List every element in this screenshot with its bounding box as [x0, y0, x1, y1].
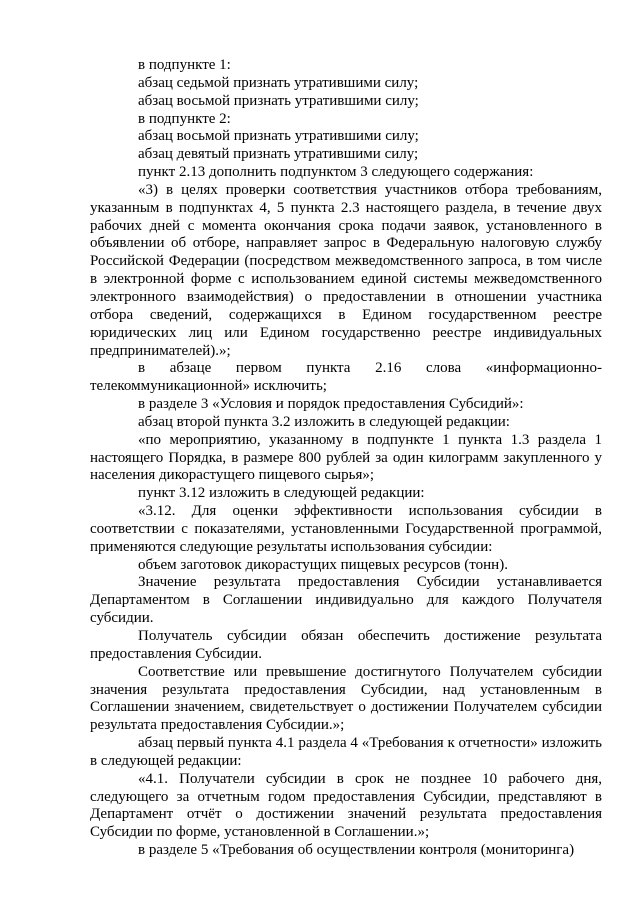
- paragraph: пункт 2.13 дополнить подпунктом 3 следующего содержания:: [138, 164, 534, 181]
- paragraph: в подпункте 2:: [138, 110, 231, 127]
- paragraph: в разделе 5 «Требования об осуществлении контроля (мониторинга): [138, 842, 575, 859]
- paragraph: Значение результата предоставления Субсидии устанавливается Департаментом в Соглашении индивидуально для каждого Получателя субсидии.: [90, 574, 602, 627]
- paragraph: абзац восьмой признать утратившими силу;: [138, 128, 419, 145]
- paragraph: Соответствие или превышение достигнутого Получателем субсидии значения результата предоставления Субсидии, над установленным в Соглашении значением, свидетельствует о достижении Получателем субсидии результата предоставления Субсидии.»;: [90, 663, 602, 734]
- paragraph: пункт 3.12 изложить в следующей редакции:: [138, 485, 425, 502]
- paragraph: в абзаце первом пункта 2.16 слова «информационно-телекоммуникационной» исключить;: [90, 360, 602, 395]
- paragraph: Получатель субсидии обязан обеспечить достижение результата предоставления Субсидии.: [90, 628, 602, 662]
- paragraph: «3) в целях проверки соответствия участников отбора требованиям, указанным в подпунктах 4, 5 пункта 2.3 настоящего раздела, в течение двух рабочих дней с момента окончания срока подачи заявок, установленного в объявлении об отборе, направляет запрос в Федеральную налоговую службу Российской Федерации (посредством межведомственного запроса, в том числе в электронной форме с использованием единой системы межведомственного электронного взаимодействия) о предоставлении в отношении участника отбора сведений, содержащихся в Едином государственном реестре юридических лиц или Едином государственно реестре индивидуальных предпринимателей).»;: [90, 181, 602, 359]
- paragraph: абзац восьмой признать утратившими силу;: [138, 92, 419, 109]
- paragraph: абзац второй пункта 3.2 изложить в следующей редакции:: [138, 413, 510, 430]
- paragraph: «3.12. Для оценки эффективности использования субсидии в соответствии с показателями, установленными Государственной программой, применяются следующие результаты использования субсидии:: [90, 503, 602, 555]
- paragraph: абзац первый пункта 4.1 раздела 4 «Требования к отчетности» изложить в следующей редакции:: [90, 735, 602, 769]
- paragraph: в подпункте 1:: [138, 57, 231, 73]
- paragraph: абзац девятый признать утратившими силу;: [138, 146, 419, 163]
- document-body: [90, 57, 602, 860]
- paragraph: в разделе 3 «Условия и порядок предоставления Субсидий»:: [138, 396, 524, 413]
- paragraph: «по мероприятию, указанному в подпункте 1 пункта 1.3 раздела 1 настоящего Порядка, в размере 800 рублей за один килограмм закупленного у населения дикорастущего пищевого сырья»;: [90, 431, 602, 484]
- paragraph: «4.1. Получатели субсидии в срок не позднее 10 рабочего дня, следующего за отчетным годом предоставления Субсидии, представляют в Департамент отчёт о достижении значений результата предоставления Субсидии по форме, установленной в Соглашении.»;: [90, 770, 602, 841]
- paragraph: абзац седьмой признать утратившими силу;: [138, 74, 419, 91]
- paragraph: объем заготовок дикорастущих пищевых ресурсов (тонн).: [138, 556, 508, 573]
